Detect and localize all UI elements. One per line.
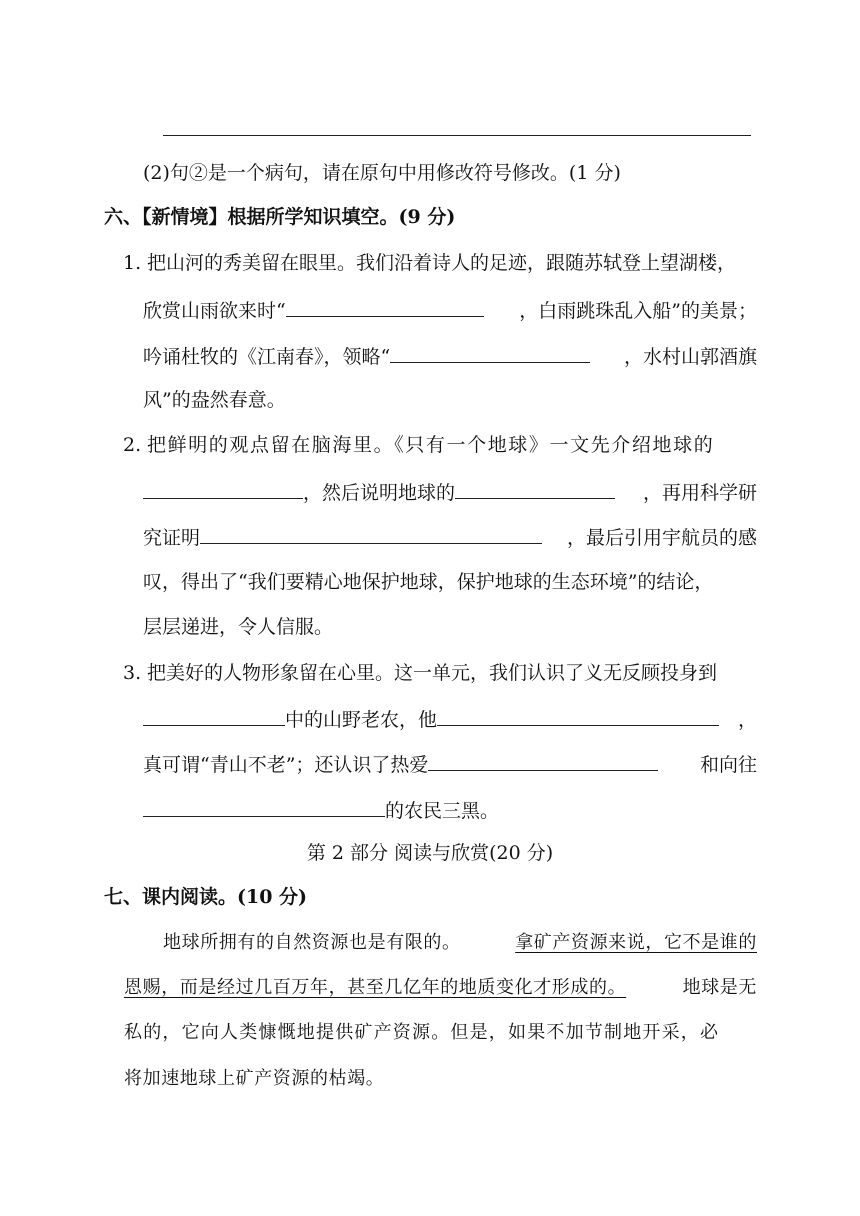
blank-1[interactable] (286, 296, 484, 317)
underlined-sentence: 拿矿产资源来说，它不是谁的 (515, 932, 757, 953)
underlined-sentence-cont: 恩赐，而是经过几百万年，甚至几亿年的地质变化才形成的。 (124, 977, 627, 998)
blank-6[interactable] (143, 705, 285, 726)
blank-5[interactable] (200, 523, 542, 544)
item-1-number: 1. (123, 252, 142, 274)
blank-3[interactable] (143, 478, 303, 499)
section-6-title: 六、【新情境】根据所学知识填空。(9 分) (104, 206, 456, 228)
question-5-2: (2)句②是一个病句，请在原句中用修改符号修改。(1 分) (143, 162, 621, 184)
item-2-line-1: 把鲜明的观点留在脑海里。《只有一个地球》一文先介绍地球的 (147, 434, 715, 456)
item-1-line-3: 吟诵杜牧的《江南春》，领略“ ，水村山郭酒旗 (143, 342, 757, 370)
item-2-number: 2. (123, 434, 142, 456)
blank-8[interactable] (428, 750, 658, 771)
item-3-line-1: 把美好的人物形象留在心里。这一单元，我们认识了义无反顾投身到 (147, 662, 718, 684)
item-1-line-1: 把山河的秀美留在眼里。我们沿着诗人的足迹，跟随苏轼登上望湖楼， (147, 252, 737, 274)
item-1-line-2: 欣赏山雨欲来时“ ，白雨跳珠乱入船”的美景； (143, 296, 757, 324)
passage-line-4: 将加速地球上矿产资源的枯竭。 (124, 1068, 385, 1089)
item-2-line-3: 究证明 ，最后引用宇航员的感 (143, 523, 757, 551)
item-3-number: 3. (123, 662, 142, 684)
answer-line (163, 135, 751, 136)
blank-9[interactable] (143, 796, 385, 817)
item-3-line-3: 真可谓“青山不老”；还认识了热爱 和向往 (143, 750, 757, 778)
item-3-line-2: 中的山野老农，他 ， (143, 705, 757, 733)
passage-line-1: 地球所拥有的自然资源也是有限的。 拿矿产资源来说，它不是谁的 (163, 930, 757, 956)
item-3-line-4: 的农民三黑。 (143, 796, 499, 824)
blank-2[interactable] (390, 342, 590, 363)
item-2-line-2: ，然后说明地球的 ，再用科学研 (143, 478, 757, 506)
blank-7[interactable] (437, 705, 719, 726)
item-1-line-4: 风”的盎然春意。 (143, 389, 286, 411)
passage-line-3: 私的，它向人类慷慨地提供矿产资源。但是，如果不加节制地开采，必 (124, 1022, 720, 1043)
section-7-title: 七、课内阅读。(10 分) (104, 886, 308, 908)
item-2-line-5: 层层递进，令人信服。 (143, 616, 334, 638)
item-2-line-4: 叹，得出了“我们要精心地保护地球，保护地球的生态环境”的结论， (143, 571, 714, 593)
passage-line-2: 恩赐，而是经过几百万年，甚至几亿年的地质变化才形成的。 地球是无 (124, 975, 757, 1001)
blank-4[interactable] (455, 478, 615, 499)
part-2-heading: 第 2 部分 阅读与欣赏(20 分) (306, 842, 554, 864)
